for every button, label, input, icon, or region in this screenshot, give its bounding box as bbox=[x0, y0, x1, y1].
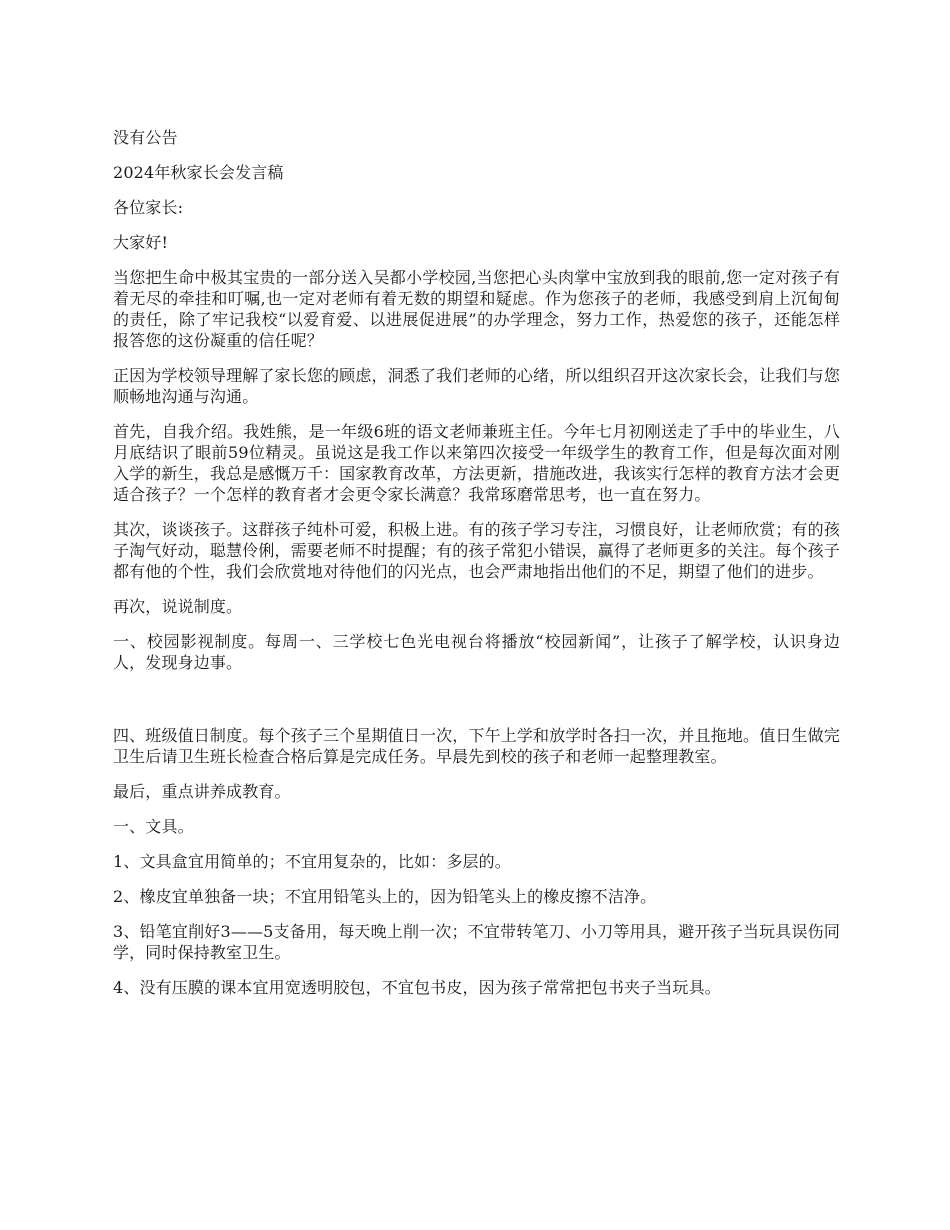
paragraph-stationery-heading: 一、文具。 bbox=[113, 817, 194, 836]
notice-line: 没有公告 bbox=[113, 128, 178, 147]
paragraph-rule-1: 一、校园影视制度。每周一、三学校七色光电视台将播放“校园新闻”，让孩子了解学校，认识身边人，发现身边事。 bbox=[113, 632, 840, 672]
paragraph-self-introduction: 首先，自我介绍。我姓熊，是一年级6班的语文老师兼班主任。今年七月初刚送走了手中的毕业生，八月底结识了眼前59位精灵。虽说这是我工作以来第四次接受一年级学生的教育工作，但是每次面对刚入学的新生，我总是感慨万千：国家教育改革，方法更新，措施改进，我该实行怎样的教育方法才会更适合孩子？一个怎样的教育者才会更令家长满意？我常琢磨常思考，也一直在努力。 bbox=[113, 422, 840, 504]
blank-gap bbox=[113, 687, 840, 725]
greeting: 大家好! bbox=[113, 233, 169, 252]
list-item: 4、没有压膜的课本宜用宽透明胶包，不宜包书皮，因为孩子常常把包书夹子当玩具。 bbox=[113, 978, 721, 997]
paragraph-purpose: 正因为学校领导理解了家长您的顾虑，洞悉了我们老师的心绪，所以组织召开这次家长会，让我们与您顺畅地沟通与沟通。 bbox=[113, 366, 840, 406]
paragraph-rules-heading: 再次，说说制度。 bbox=[113, 597, 243, 616]
document-title: 2024年秋家长会发言稿 bbox=[113, 163, 284, 182]
list-item: 1、文具盒宜用简单的；不宜用复杂的，比如：多层的。 bbox=[113, 852, 511, 871]
paragraph-intro: 当您把生命中极其宝贵的一部分送入吴都小学校园,当您把心头肉掌中宝放到我的眼前,您一定对孩子有着无尽的牵挂和叮嘱,也一定对老师有着无数的期望和疑虑。作为您孩子的老师，我感受到肩上沉甸甸的责任，除了牢记我校“以爱育爱、以进展促进展”的办学理念，努力工作，热爱您的孩子，还能怎样报答您的这份凝重的信任呢？ bbox=[113, 268, 840, 350]
list-item: 2、橡皮宜单独备一块；不宜用铅笔头上的，因为铅笔头上的橡皮擦不洁净。 bbox=[113, 887, 657, 906]
paragraph-habits-heading: 最后，重点讲养成教育。 bbox=[113, 782, 291, 801]
paragraph-rule-4: 四、班级值日制度。每个孩子三个星期值日一次，下午上学和放学时各扫一次，并且拖地。值日生做完卫生后请卫生班长检查合格后算是完成任务。早晨先到校的孩子和老师一起整理教室。 bbox=[113, 726, 840, 766]
document-page bbox=[113, 127, 840, 1012]
list-item: 3、铅笔宜削好3——5支备用，每天晚上削一次；不宜带转笔刀、小刀等用具，避开孩子当玩具误伤同学，同时保持教室卫生。 bbox=[113, 922, 840, 962]
salutation: 各位家长: bbox=[113, 198, 184, 217]
paragraph-about-children: 其次，谈谈孩子。这群孩子纯朴可爱，积极上进。有的孩子学习专注，习惯良好，让老师欣赏；有的孩子淘气好动，聪慧伶俐，需要老师不时提醒；有的孩子常犯小错误，赢得了老师更多的关注。每个孩子都有他的个性，我们会欣赏地对待他们的闪光点，也会严肃地指出他们的不足，期望了他们的进步。 bbox=[113, 520, 840, 581]
